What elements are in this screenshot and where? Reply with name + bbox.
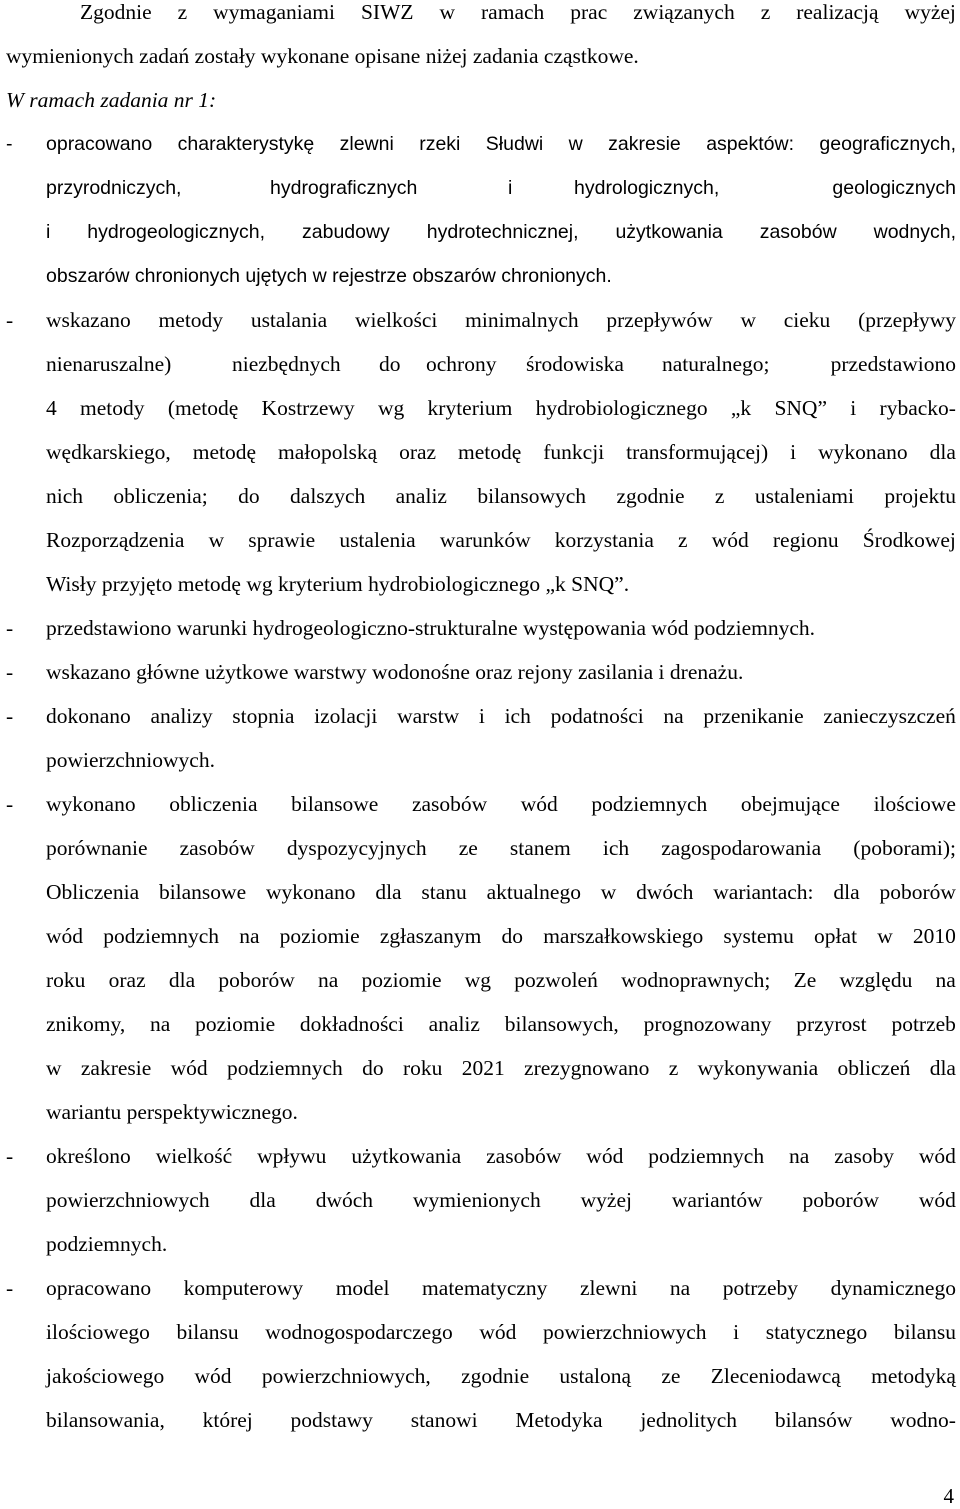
list-item-7-line-2 [0, 1188, 960, 1232]
bullet-dash: - [6, 1144, 14, 1168]
bullet-dash: - [6, 792, 14, 816]
list-item-text: wykonano obliczenia bilansowe zasobów wód podziemnych obejmujące ilościowe [46, 792, 956, 816]
list-item-text: Obliczenia bilansowe wykonano dla stanu aktualnego w dwóch wariantach: dla poborów [46, 880, 956, 904]
list-item-text: Rozporządzenia w sprawie ustalenia warunków korzystania z wód regionu Środkowej [46, 528, 956, 552]
list-item-text: 4 metody (metodę Kostrzewy wg kryterium hydrobiologicznego „k SNQ” i rybacko- [46, 396, 956, 420]
list-item-text: nich obliczenia; do dalszych analiz bilansowych zgodnie z ustaleniami projektu [46, 484, 956, 508]
list-item-text: jakościowego wód powierzchniowych, zgodnie ustaloną ze Zleceniodawcą metodyką [46, 1364, 956, 1388]
list-item-text: ilościowego bilansu wodnogospodarczego wód powierzchniowych i statycznego bilansu [46, 1320, 956, 1344]
bullet-dash: - [6, 660, 14, 684]
list-item-7-line-1 [0, 1144, 960, 1188]
bullet-dash: - [6, 133, 13, 155]
list-item-text: powierzchniowych dla dwóch wymienionych wyżej wariantów poborów wód [46, 1188, 956, 1212]
list-item-text: wód podziemnych na poziomie zgłaszanym do marszałkowskiego systemu opłat w 2010 [46, 924, 956, 948]
list-item-text: określono wielkość wpływu użytkowania zasobów wód podziemnych na zasoby wód [46, 1144, 956, 1168]
list-item-6-line-7 [0, 1056, 960, 1100]
list-item-8-line-1 [0, 1276, 960, 1320]
bullet-dash: - [6, 616, 14, 640]
list-item-2-line-6 [0, 528, 960, 572]
list-item-1-line-2: przyrodniczych, hydrograficznych i hydrologicznych, geologicznych [46, 177, 956, 199]
list-item-6-line-6 [0, 1012, 960, 1056]
list-item-text: bilansowania, której podstawy stanowi Metodyka jednolitych bilansów wodno- [46, 1408, 956, 1432]
bullet-dash: - [6, 704, 14, 728]
list-item-8-line-3 [0, 1364, 960, 1408]
task-heading-text: W ramach zadania nr 1: [6, 88, 217, 112]
list-item-6-line-1 [0, 792, 960, 836]
list-item-2-line-2: nienaruszalne) niezbędnych do ochrony środowiska naturalnego; przedstawiono [46, 352, 956, 376]
list-item-8-line-2 [0, 1320, 960, 1364]
list-item-text: opracowano charakterystykę zlewni rzeki Słudwi w zakresie aspektów: geograficznych, [46, 133, 956, 155]
list-item-4-line-1 [0, 660, 960, 704]
list-item-text: wędkarskiego, metodę małopolską oraz metodę funkcji transformującej) i wykonano dla [46, 440, 956, 464]
list-item-text: znikomy, na poziomie dokładności analiz bilansowych, prognozowany przyrost potrzeb [46, 1012, 956, 1036]
intro-paragraph-line-2 [0, 44, 960, 88]
list-item-text: w zakresie wód podziemnych do roku 2021 zrezygnowano z wykonywania obliczeń dla [46, 1056, 956, 1080]
list-item-text: podziemnych. [46, 1232, 168, 1256]
page-number: 4 [943, 1484, 954, 1508]
list-item-5-line-1 [0, 704, 960, 748]
bullet-dash: - [6, 308, 14, 332]
list-item-text: opracowano komputerowy model matematyczny zlewni na potrzeby dynamicznego [46, 1276, 956, 1300]
list-item-text: powierzchniowych. [46, 748, 215, 772]
list-item-text: roku oraz dla poborów na poziomie wg pozwoleń wodnoprawnych; Ze względu na [46, 968, 956, 992]
list-item-2-line-7 [0, 572, 960, 616]
list-item-6-line-8 [0, 1100, 960, 1144]
list-item-text: wskazano główne użytkowe warstwy wodonośne oraz rejony zasilania i drenażu. [46, 660, 744, 684]
list-item-6-line-2 [0, 836, 960, 880]
intro-paragraph-line-1 [0, 0, 960, 44]
list-item-2-line-3 [0, 396, 960, 440]
intro-line-2-text: wymienionych zadań zostały wykonane opisane niżej zadania cząstkowe. [6, 44, 639, 68]
list-item-text: dokonano analizy stopnia izolacji warstw i ich podatności na przenikanie zanieczyszczeń [46, 704, 956, 728]
list-item-1-line-1 [0, 132, 960, 176]
list-item-text: wariantu perspektywicznego. [46, 1100, 298, 1124]
list-item-6-line-3 [0, 880, 960, 924]
list-item-2-line-4 [0, 440, 960, 484]
list-item-2-line-1 [0, 308, 960, 352]
task-heading [0, 88, 960, 132]
list-item-text: porównanie zasobów dyspozycyjnych ze stanem ich zagospodarowania (poborami); [46, 836, 956, 860]
list-item-7-line-3 [0, 1232, 960, 1276]
list-item-8-line-4 [0, 1408, 960, 1452]
list-item-3-line-1 [0, 616, 960, 660]
list-item-6-line-4 [0, 924, 960, 968]
list-item-text: przedstawiono warunki hydrogeologiczno-strukturalne występowania wód podziemnych. [46, 616, 816, 640]
list-item-text: wskazano metody ustalania wielkości minimalnych przepływów w cieku (przepływy [46, 308, 956, 332]
list-item-text: i hydrogeologicznych, zabudowy hydrotechnicznej, użytkowania zasobów wodnych, [46, 221, 956, 243]
bullet-dash: - [6, 1276, 14, 1300]
list-item-text: obszarów chronionych ujętych w rejestrze obszarów chronionych. [46, 265, 612, 287]
list-item-text: Wisły przyjęto metodę wg kryterium hydrobiologicznego „k SNQ”. [46, 572, 630, 596]
list-item-6-line-5 [0, 968, 960, 1012]
list-item-2-line-5 [0, 484, 960, 528]
list-item-5-line-2 [0, 748, 960, 792]
list-item-1-line-4 [0, 264, 960, 308]
intro-line-1-text: Zgodnie z wymaganiami SIWZ w ramach prac związanych z realizacją wyżej [80, 0, 956, 24]
list-item-1-line-3 [0, 220, 960, 264]
